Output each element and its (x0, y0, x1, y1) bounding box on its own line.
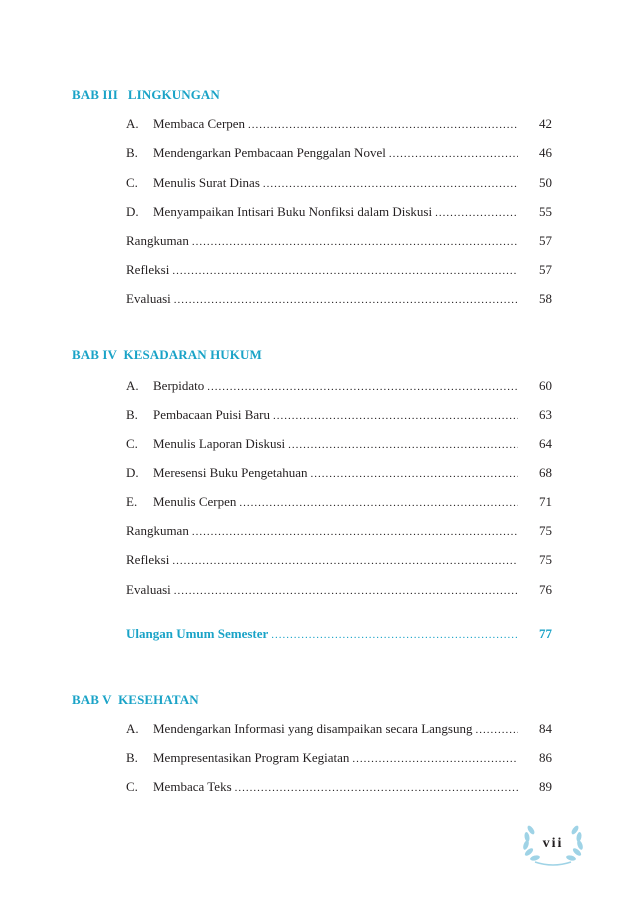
entry-letter: B. (126, 145, 138, 160)
entry-title: Mempresentasikan Program Kegiatan (153, 750, 350, 765)
entry-title: Refleksi (126, 552, 170, 567)
dot-leader (172, 262, 518, 280)
toc-entry-evaluasi[interactable] (126, 581, 552, 599)
dot-leader (389, 145, 518, 163)
dot-leader (352, 750, 518, 768)
entry-title: Membaca Teks (153, 779, 232, 794)
toc-entry[interactable] (126, 778, 552, 796)
entry-page-number: 84 (539, 721, 552, 736)
entry-page-number: 46 (539, 145, 552, 160)
toc-entry-rangkuman[interactable] (126, 232, 552, 250)
dot-leader (192, 233, 518, 251)
toc-entry[interactable] (126, 377, 552, 395)
entry-page-number: 76 (539, 582, 552, 597)
toc-entry[interactable] (126, 406, 552, 424)
entry-title: Refleksi (126, 262, 170, 277)
entry-letter: C. (126, 779, 138, 794)
entry-letter: B. (126, 750, 138, 765)
entry-letter: C. (126, 175, 138, 190)
entry-page-number: 75 (539, 552, 552, 567)
entry-page-number: 57 (539, 262, 552, 277)
entry-page-number: 77 (539, 626, 552, 641)
entry-title: Evaluasi (126, 291, 171, 306)
entry-title: Membaca Cerpen (153, 116, 246, 131)
entry-letter: D. (126, 465, 139, 480)
entry-letter: A. (126, 116, 139, 131)
entry-page-number: 64 (539, 436, 552, 451)
dot-leader (192, 523, 518, 541)
entry-letter: D. (126, 204, 139, 219)
toc-entry-evaluasi[interactable] (126, 290, 552, 308)
entry-title: Berpidato (153, 378, 205, 393)
entry-title: Menulis Surat Dinas (153, 175, 260, 190)
dot-leader (235, 779, 518, 797)
toc-entry[interactable] (126, 144, 552, 162)
dot-leader (174, 582, 518, 600)
chapter-heading-bab-iii: BAB III LINGKUNGAN (72, 87, 220, 102)
entry-title: Rangkuman (126, 523, 189, 538)
chapter-heading-bab-iv: BAB IV KESADARAN HUKUM (72, 347, 262, 362)
entry-page-number: 71 (539, 494, 552, 509)
dot-leader (207, 378, 518, 396)
toc-entry[interactable] (126, 749, 552, 767)
dot-leader (263, 175, 518, 193)
entry-page-number: 60 (539, 378, 552, 393)
page-number: vii (542, 836, 564, 851)
toc-entry[interactable] (126, 174, 552, 192)
toc-entry[interactable] (126, 115, 552, 133)
entry-page-number: 58 (539, 291, 552, 306)
dot-leader (248, 116, 518, 134)
entry-title: Ulangan Umum Semester (126, 626, 269, 641)
entry-page-number: 50 (539, 175, 552, 190)
dot-leader (271, 626, 518, 644)
toc-entry-ulangan-umum-semester[interactable] (126, 625, 552, 643)
entry-letter: C. (126, 436, 138, 451)
toc-entry[interactable] (126, 720, 552, 738)
entry-page-number: 55 (539, 204, 552, 219)
entry-page-number: 57 (539, 233, 552, 248)
toc-entry[interactable] (126, 493, 552, 511)
dot-leader (288, 436, 518, 454)
dot-leader (435, 204, 518, 222)
toc-entry[interactable] (126, 464, 552, 482)
entry-title: Meresensi Buku Pengetahuan (153, 465, 308, 480)
dot-leader (174, 291, 518, 309)
entry-letter: B. (126, 407, 138, 422)
entry-letter: A. (126, 378, 139, 393)
entry-title: Menulis Cerpen (153, 494, 237, 509)
entry-title: Menulis Laporan Diskusi (153, 436, 286, 451)
entry-letter: A. (126, 721, 139, 736)
toc-entry-refleksi[interactable] (126, 261, 552, 279)
entry-title: Mendengarkan Informasi yang disampaikan secara Langsung (153, 721, 473, 736)
toc-entry[interactable] (126, 203, 552, 221)
entry-title: Mendengarkan Pembacaan Penggalan Novel (153, 145, 386, 160)
toc-entry-rangkuman[interactable] (126, 522, 552, 540)
entry-page-number: 42 (539, 116, 552, 131)
entry-title: Evaluasi (126, 582, 171, 597)
entry-page-number: 63 (539, 407, 552, 422)
dot-leader (311, 465, 518, 483)
dot-leader (273, 407, 518, 425)
entry-page-number: 86 (539, 750, 552, 765)
entry-page-number: 75 (539, 523, 552, 538)
entry-page-number: 68 (539, 465, 552, 480)
entry-page-number: 89 (539, 779, 552, 794)
entry-title: Pembacaan Puisi Baru (153, 407, 270, 422)
dot-leader (239, 494, 518, 512)
dot-leader (172, 552, 518, 570)
chapter-heading-bab-v: BAB V KESEHATAN (72, 692, 199, 707)
toc-entry[interactable] (126, 435, 552, 453)
page-number-badge (521, 822, 585, 868)
dot-leader (475, 721, 518, 739)
entry-title: Rangkuman (126, 233, 189, 248)
toc-entry-refleksi[interactable] (126, 551, 552, 569)
entry-title: Menyampaikan Intisari Buku Nonfiksi dalam Diskusi (153, 204, 433, 219)
entry-letter: E. (126, 494, 138, 509)
